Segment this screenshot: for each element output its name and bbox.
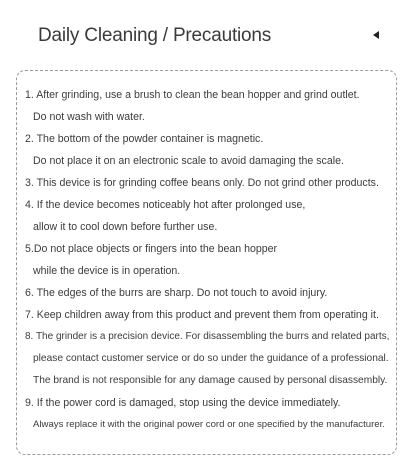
precaution-line: 1. After grinding, use a brush to clean the bean hopper and grind outlet.	[25, 89, 360, 101]
page-title: Daily Cleaning / Precautions	[38, 25, 272, 46]
precaution-line: The brand is not responsible for any damage caused by personal disassembly.	[33, 375, 388, 386]
precaution-line: Do not place it on an electronic scale to avoid damaging the scale.	[33, 155, 344, 167]
precaution-line: while the device is in operation.	[33, 265, 181, 277]
precaution-line: Always replace it with the original power cord or one specified by the manufacturer.	[33, 419, 385, 430]
precaution-line: 8. The grinder is a precision device. For disassembling the burrs and related parts,	[25, 331, 390, 342]
precaution-line: Do not wash with water.	[33, 111, 145, 123]
precaution-line: 5.Do not place objects or fingers into the bean hopper	[25, 243, 278, 255]
precaution-line: 2. The bottom of the powder container is magnetic.	[25, 133, 264, 145]
precaution-line: 7. Keep children away from this product and prevent them from operating it.	[25, 309, 379, 321]
precaution-line: allow it to cool down before further use.	[33, 221, 218, 233]
precaution-line: 9. If the power cord is damaged, stop using the device immediately.	[25, 397, 341, 409]
precaution-line: 6. The edges of the burrs are sharp. Do not touch to avoid injury.	[25, 287, 328, 299]
precaution-line: 3. This device is for grinding coffee beans only. Do not grind other products.	[25, 177, 379, 189]
precaution-line: 4. If the device becomes noticeably hot after prolonged use,	[25, 199, 306, 211]
precaution-line: please contact customer service or do so under the guidance of a professional.	[33, 353, 389, 364]
